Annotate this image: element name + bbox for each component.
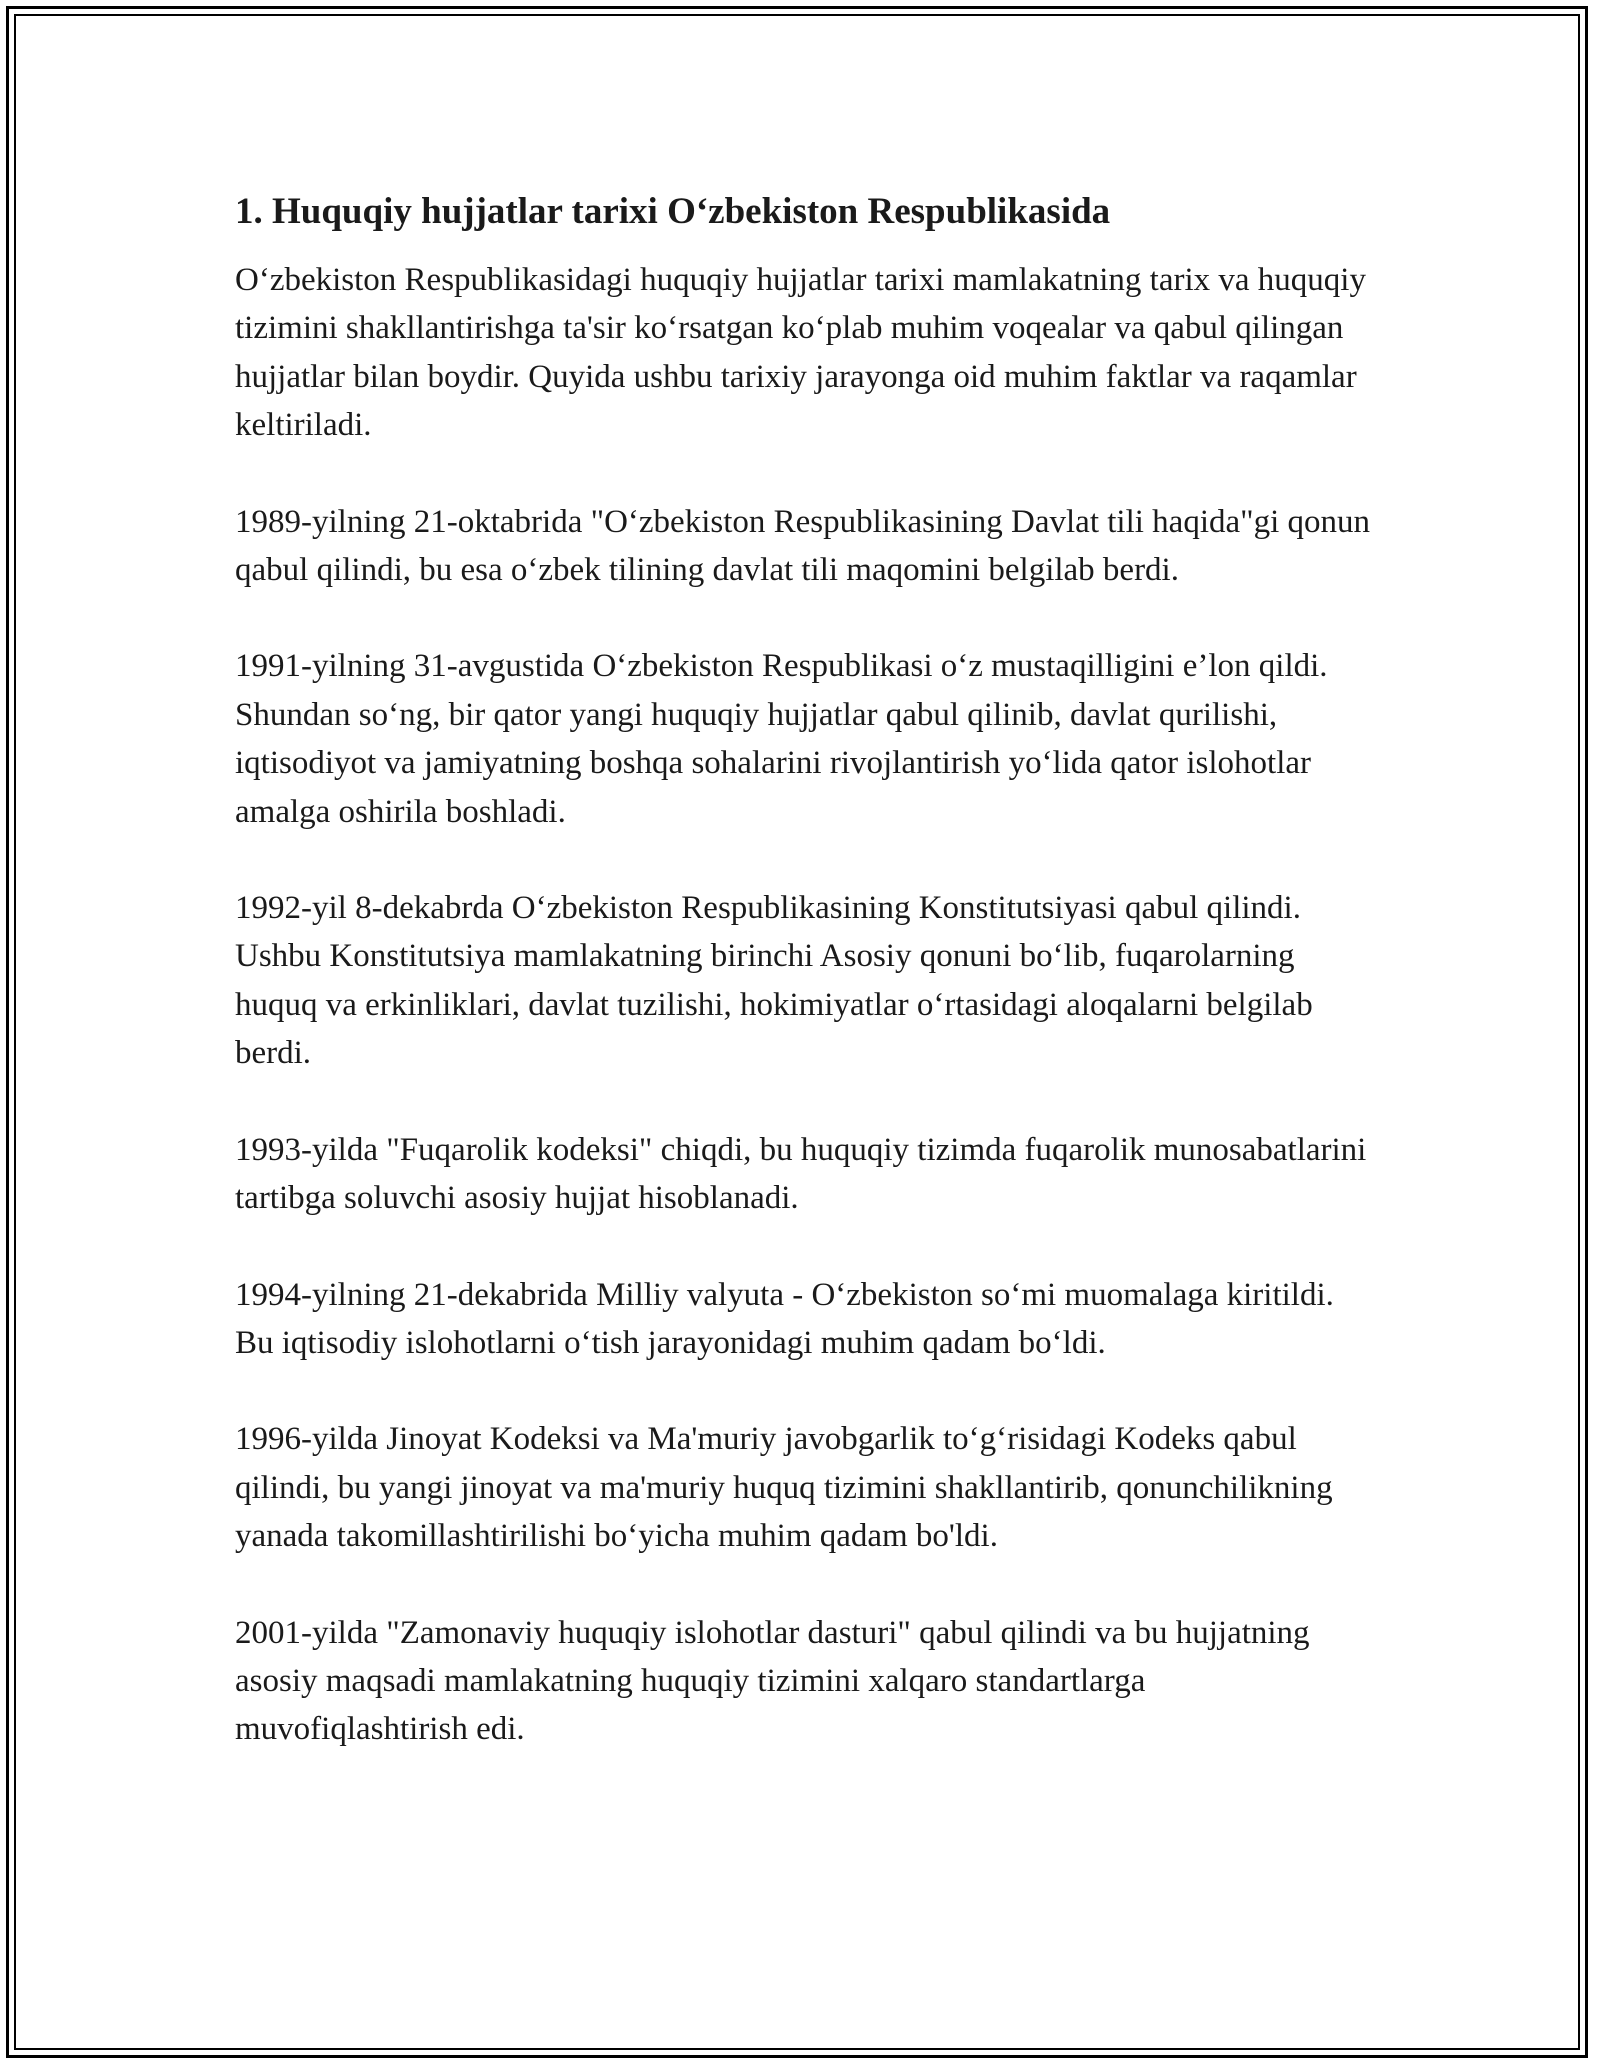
- paragraph-1991: 1991-yilning 31-avgustida O‘zbekiston Respublikasi o‘z mustaqilligini e’lon qildi. Shundan so‘ng, bir qator yangi huquqiy hujjatlar qabul qilinib, davlat qurilishi, iqtisodiyot va jamiyatning boshqa sohalarini rivojlantirish yo‘lida qator islohotlar amalga oshirila boshladi.: [235, 648, 1328, 830]
- paragraph-1993: 1993-yilda "Fuqarolik kodeksi" chiqdi, bu huquqiy tizimda fuqarolik munosabatlarini tartibga soluvchi asosiy hujjat hisoblanadi.: [235, 1131, 1367, 1217]
- paragraph-1994: 1994-yilning 21-dekabrida Milliy valyuta - O‘zbekiston so‘mi muomalaga kiritildi. Bu iqtisodiy islohotlarni o‘tish jarayonidagi muhim qadam bo‘ldi.: [235, 1276, 1334, 1361]
- paragraph-2001: 2001-yilda "Zamonaviy huquqiy islohotlar dasturi" qabul qilindi va bu hujjatning asosiy maqsadi mamlakatning huquqiy tizimini xalqaro standartlarga muvofiqlashtirish edi.: [235, 1614, 1310, 1748]
- paragraph-intro: O‘zbekiston Respublikasidagi huquqiy hujjatlar tarixi mamlakatning tarix va huquqiy tizimini shakllantirishga ta'sir ko‘rsatgan ko‘plab muhim voqealar va qabul qilingan hujjatlar bilan boydir. Quyida ushbu tarixiy jarayonga oid muhim faktlar va raqamlar keltiriladi.: [235, 262, 1366, 444]
- document-title: 1. Huquqiy hujjatlar tarixi O‘zbekiston Respublikasida: [235, 191, 1111, 232]
- document-body: [235, 188, 1375, 1802]
- paragraph-1989: 1989-yilning 21-oktabrida "O‘zbekiston Respublikasining Davlat tili haqida"gi qonun qabul qilindi, bu esa o‘zbek tilining davlat tili maqomini belgilab berdi.: [235, 503, 1371, 589]
- paragraph-1996: 1996-yilda Jinoyat Kodeksi va Ma'muriy javobgarlik to‘g‘risidagi Kodeks qabul qilindi, bu yangi jinoyat va ma'muriy huquq tizimini shakllantirib, qonunchilikning yanada takomillashtirilishi bo‘yicha muhim qadam bo'ldi.: [235, 1421, 1333, 1555]
- paragraph-1992: 1992-yil 8-dekabrda O‘zbekiston Respublikasining Konstitutsiyasi qabul qilindi. Ushbu Konstitutsiya mamlakatning birinchi Asosiy qonuni bo‘lib, fuqarolarning huquq va erkinliklari, davlat tuzilishi, hokimiyatlar o‘rtasidagi aloqalarni belgilab berdi.: [235, 890, 1313, 1072]
